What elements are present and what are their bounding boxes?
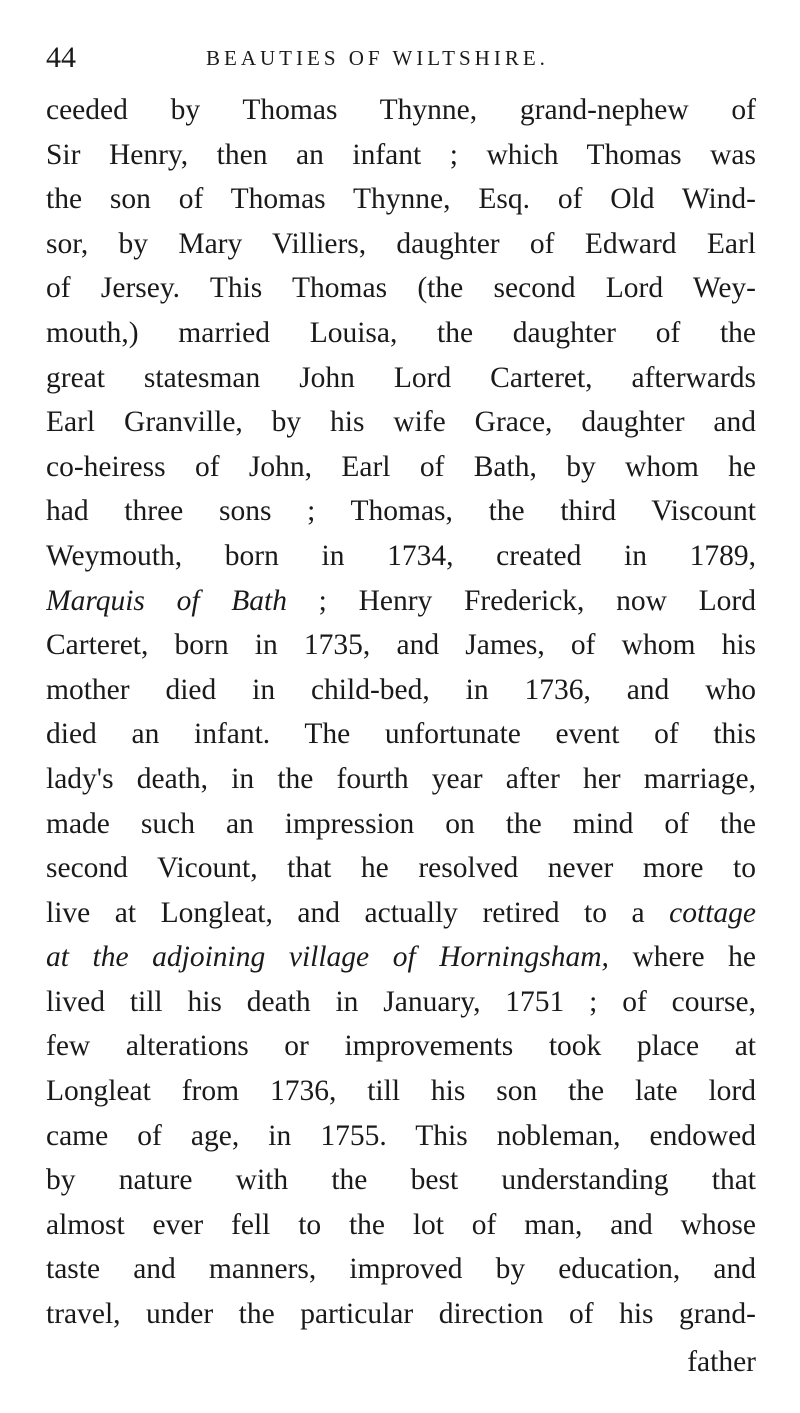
text-line: [46, 534, 756, 579]
text-line: [46, 1203, 756, 1248]
italic-text: at the adjoining village of Horningsham,: [46, 941, 609, 974]
text-line: [46, 980, 756, 1025]
text-line: [46, 1158, 756, 1203]
line-text: Weymouth, born in 1734, created in 1789,: [46, 539, 756, 572]
page-header: [46, 38, 756, 78]
italic-text: cottage: [669, 896, 756, 929]
text-line: [46, 222, 756, 267]
line-text: ceeded by Thomas Thynne, grand-nephew of: [46, 94, 756, 126]
body-text: [46, 88, 756, 1337]
text-line: [46, 400, 756, 445]
page-number: 44: [46, 41, 76, 74]
italic-text: Marquis of Bath: [46, 584, 287, 617]
text-line: [46, 266, 756, 311]
text-line: [46, 177, 756, 222]
line-text: made such an impression on the mind of the: [46, 807, 756, 840]
line-text: great statesman John Lord Carteret, afterwards: [46, 361, 756, 394]
line-text: lady's death, in the fourth year after her marriage,: [46, 762, 756, 795]
line-text: where he: [608, 941, 756, 974]
line-text: live at Longleat, and actually retired to a: [46, 896, 670, 929]
line-text: the son of Thomas Thynne, Esq. of Old Wind-: [46, 183, 756, 216]
text-line: [46, 1292, 756, 1337]
text-line: [46, 445, 756, 490]
line-text: had three sons ; Thomas, the third Viscount: [46, 495, 756, 528]
text-line: [46, 356, 756, 401]
text-line: [46, 757, 756, 802]
line-text: sor, by Mary Villiers, daughter of Edward Earl: [46, 227, 756, 260]
text-line: [46, 88, 756, 133]
text-line: [46, 579, 756, 624]
text-line: [46, 668, 756, 713]
line-text: ; Henry Frederick, now Lord: [286, 584, 756, 617]
line-text: Earl Granville, by his wife Grace, daughter and: [46, 406, 756, 439]
text-line: [46, 846, 756, 891]
line-text: co-heiress of John, Earl of Bath, by whom he: [46, 450, 756, 483]
line-text: travel, under the particular direction of his grand-: [46, 1298, 756, 1331]
line-text: mouth,) married Louisa, the daughter of the: [46, 316, 756, 349]
text-line: [46, 133, 756, 178]
text-line: [46, 311, 756, 356]
catchword: father: [687, 1346, 756, 1378]
text-line: [46, 891, 756, 936]
line-text: of Jersey. This Thomas (the second Lord Wey-: [46, 272, 756, 305]
line-text: second Vicount, that he resolved never more to: [46, 852, 756, 885]
running-title: BEAUTIES OF WILTSHIRE.: [206, 46, 549, 70]
text-line: [46, 1024, 756, 1069]
text-line: [46, 1069, 756, 1114]
line-text: almost ever fell to the lot of man, and whose: [46, 1208, 756, 1241]
line-text: few alterations or improvements took place at: [46, 1030, 756, 1063]
text-line: [46, 935, 756, 980]
line-text: mother died in child-bed, in 1736, and who: [46, 673, 756, 706]
line-text: Longleat from 1736, till his son the late lord: [46, 1075, 756, 1108]
line-text: by nature with the best understanding that: [46, 1164, 756, 1197]
text-line: [46, 1114, 756, 1159]
text-line: [46, 623, 756, 668]
line-text: taste and manners, improved by education, and: [46, 1253, 756, 1286]
text-line: [46, 712, 756, 757]
line-text: Carteret, born in 1735, and James, of whom his: [46, 629, 756, 662]
text-line: [46, 802, 756, 847]
line-text: Sir Henry, then an infant ; which Thomas was: [46, 138, 756, 171]
line-text: died an infant. The unfortunate event of this: [46, 718, 756, 751]
text-line: [46, 489, 756, 534]
line-text: lived till his death in January, 1751 ; of course,: [46, 985, 756, 1018]
line-text: came of age, in 1755. This nobleman, endowed: [46, 1119, 756, 1152]
text-line: [46, 1247, 756, 1292]
